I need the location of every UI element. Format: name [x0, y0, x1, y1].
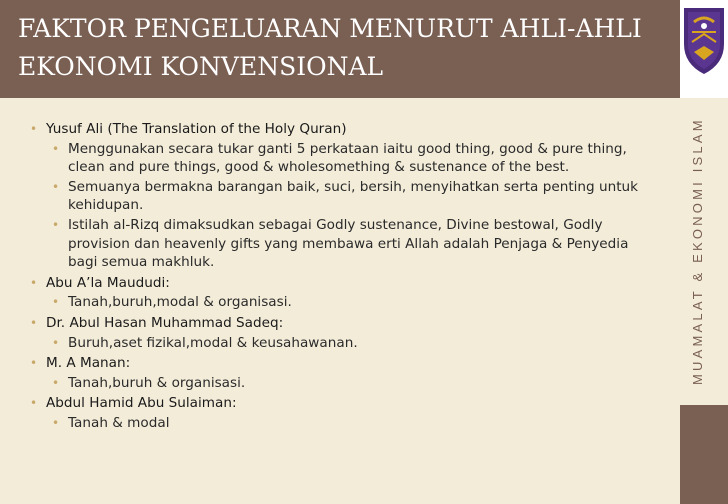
list-item	[28, 394, 648, 413]
bottom-accent-block	[680, 405, 728, 504]
bullet-icon: •	[52, 335, 60, 350]
bullet-icon: •	[30, 122, 38, 136]
slide-title: FAKTOR PENGELUARAN MENURUT AHLI-AHLI EKONOMI KONVENSIONAL	[18, 14, 642, 81]
sub-list-item-text: Tanah,buruh,modal & organisasi.	[68, 294, 292, 311]
bullet-icon: •	[30, 356, 38, 371]
list-item-text: M. A Manan:	[46, 355, 131, 372]
bullet-icon: •	[30, 275, 38, 290]
sub-list-item-text: Semuanya bermakna barangan baik, suci, bersih, menyihatkan serta penting untuk kehidupan.	[68, 178, 639, 214]
list-item	[28, 120, 648, 139]
sub-list-item	[28, 334, 648, 353]
bullet-icon: •	[52, 295, 60, 310]
list-item	[28, 354, 648, 373]
sub-list-item-text: Buruh,aset fizikal,modal & keusahawanan.	[68, 334, 358, 351]
sub-list-item-text: Tanah,buruh & organisasi.	[68, 374, 246, 391]
sub-list-item	[28, 140, 648, 177]
sub-list-item	[28, 414, 648, 433]
list-item	[28, 274, 648, 293]
bullet-icon: •	[52, 415, 60, 430]
university-logo-icon	[680, 4, 728, 76]
sub-list-item-text: Tanah & modal	[68, 414, 170, 431]
bullet-icon: •	[52, 141, 60, 156]
sub-list-item	[28, 374, 648, 393]
bullet-icon: •	[30, 396, 38, 411]
bullet-icon: •	[30, 315, 38, 330]
list-item	[28, 314, 648, 333]
sub-list-item-text: Menggunakan secara tukar ganti 5 perkataan iaitu good thing, good & pure thing, clean and pure things, good & wholesomething & sustenance of the best.	[68, 140, 627, 176]
list-item-text: Abdul Hamid Abu Sulaiman:	[46, 395, 237, 412]
list-item-text: Abu A’la Maududi:	[46, 274, 170, 291]
bullet-list	[28, 118, 648, 433]
bullet-icon: •	[52, 179, 60, 194]
sub-list-item-text: Istilah al-Rizq dimaksudkan sebagai Godly sustenance, Divine bestowal, Godly provision dan heavenly gifts yang membawa erti Allah adalah Penjaga & Penyedia bagi semua makhluk.	[68, 216, 629, 271]
bullet-icon: •	[52, 217, 60, 232]
sub-list-item	[28, 293, 648, 312]
bullet-icon: •	[52, 375, 60, 390]
sub-list-item	[28, 178, 648, 215]
side-label: MUAMALAT & EKONOMI ISLAM	[690, 117, 705, 385]
list-item-text: Dr. Abul Hasan Muhammad Sadeq:	[46, 314, 284, 331]
sub-list-item	[28, 216, 648, 272]
list-item-text: Yusuf Ali (The Translation of the Holy Quran)	[46, 121, 347, 137]
title-bar	[0, 0, 680, 98]
logo-area	[680, 0, 728, 98]
